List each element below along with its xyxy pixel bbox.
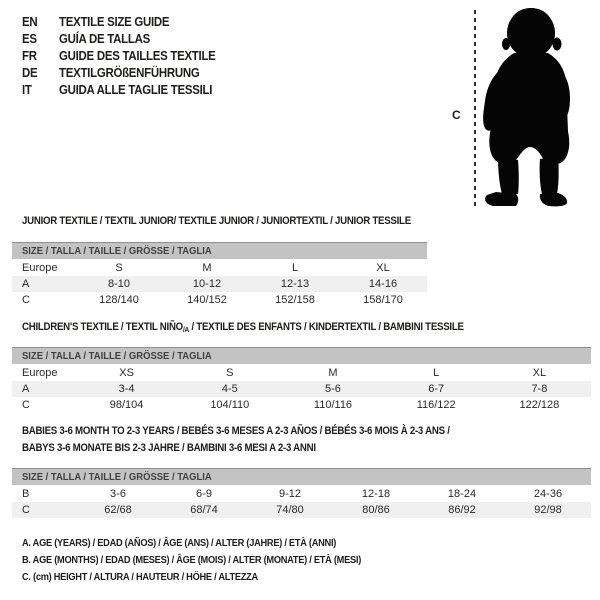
table-row-height — [12, 397, 591, 413]
height-cell: 98/104 — [109, 399, 144, 411]
height-cell: 92/98 — [534, 504, 562, 516]
table-row-europe — [12, 365, 591, 381]
height-measure-label: C — [452, 108, 461, 122]
age-cell: 4-5 — [221, 383, 238, 395]
lang-code: DE — [22, 65, 38, 80]
table-row-height — [12, 502, 591, 518]
size-header-band — [12, 468, 591, 485]
age-cell: 6-7 — [428, 383, 445, 395]
language-title-list — [22, 13, 237, 98]
height-cell: 104/110 — [210, 399, 250, 411]
height-cell: 128/140 — [99, 294, 139, 306]
months-cell: 9-12 — [278, 488, 302, 500]
table-row-age — [12, 276, 427, 292]
height-cell: 122/128 — [519, 399, 560, 411]
row-label: B — [22, 488, 30, 500]
row-label: Europe — [22, 262, 58, 274]
size-header-band — [12, 347, 591, 364]
lang-code: ES — [22, 31, 37, 46]
babies-table-title-line1: BABIES 3-6 MONTH TO 2-3 YEARS / BEBÉS 3-6 MESES A 2-3 AÑOS / BÉBÉS 3-6 MOIS À 2-3 ANS / — [22, 425, 450, 437]
age-cell: 14-16 — [368, 278, 398, 290]
height-cell: 80/86 — [362, 504, 390, 516]
height-cell: 86/92 — [448, 504, 476, 516]
size-header-label: SIZE / TALLA / TAILLE / GRÖSSE / TAGLIA — [22, 471, 212, 483]
table-row-months — [12, 486, 591, 502]
lang-title: GUÍA DE TALLAS — [59, 31, 150, 46]
age-cell: 7-8 — [531, 383, 548, 395]
children-title-sub: /A — [182, 325, 190, 334]
lang-row-de — [22, 64, 237, 81]
age-cell: 3-4 — [118, 383, 135, 395]
size-cell: M — [202, 262, 212, 274]
junior-table-title: JUNIOR TEXTILE / TEXTIL JUNIOR/ TEXTILE JUNIOR / JUNIORTEXTIL / JUNIOR TESSILE — [22, 215, 411, 227]
months-cell: 18-24 — [447, 488, 477, 500]
footnote-height-cm: C. (cm) HEIGHT / ALTURA / HAUTEUR / HÖHE / ALTEZZA — [22, 571, 258, 583]
size-cell: L — [433, 367, 440, 379]
lang-code: IT — [22, 82, 32, 97]
size-cell: L — [291, 262, 299, 274]
size-header-label: SIZE / TALLA / TAILLE / GRÖSSE / TAGLIA — [22, 350, 212, 362]
junior-size-table — [12, 242, 427, 308]
height-cell: 158/170 — [363, 294, 403, 306]
months-cell: 3-6 — [110, 488, 126, 500]
height-measure-dashed-line — [474, 10, 476, 207]
row-label: C — [22, 504, 30, 516]
lang-title: TEXTILE SIZE GUIDE — [59, 14, 170, 29]
footnote-age-years: A. AGE (YEARS) / EDAD (AÑOS) / ÂGE (ANS) / ALTER (JAHRE) / ETÀ (ANNI) — [22, 537, 337, 549]
age-cell: 10-12 — [192, 278, 222, 290]
size-cell: XL — [532, 367, 547, 379]
row-label: Europe — [22, 367, 58, 379]
size-cell: M — [328, 367, 338, 379]
row-label: C — [22, 399, 30, 411]
row-label: C — [22, 294, 30, 306]
size-cell: XS — [119, 367, 134, 379]
lang-title: TEXTILGRÖßENFÜHRUNG — [59, 65, 200, 80]
children-title-pre: CHILDREN'S TEXTILE / TEXTIL NIÑO — [22, 321, 183, 333]
height-cell: 110/116 — [313, 399, 353, 411]
lang-title: GUIDA ALLE TAGLIE TESSILI — [59, 82, 213, 97]
height-cell: 74/80 — [276, 504, 304, 516]
age-cell: 12-13 — [280, 278, 310, 290]
size-cell: XL — [376, 262, 390, 274]
table-row-age — [12, 381, 591, 397]
lang-row-fr — [22, 47, 237, 64]
children-size-table — [12, 347, 591, 413]
row-label: A — [22, 383, 30, 395]
size-header-label: SIZE / TALLA / TAILLE / GRÖSSE / TAGLIA — [22, 245, 212, 257]
height-cell: 140/152 — [187, 294, 227, 306]
table-row-europe — [12, 260, 427, 276]
age-cell: 5-6 — [325, 383, 341, 395]
size-cell: S — [115, 262, 123, 274]
table-row-height — [12, 292, 427, 308]
months-cell: 24-36 — [533, 488, 563, 500]
toddler-silhouette — [478, 6, 570, 208]
height-cell: 152/158 — [275, 294, 315, 306]
height-cell: 68/74 — [190, 504, 218, 516]
months-cell: 6-9 — [196, 488, 212, 500]
age-cell: 8-10 — [107, 278, 131, 290]
lang-title: GUIDE DES TAILLES TEXTILE — [59, 48, 216, 63]
babies-table-title-line2: BABYS 3-6 MONATE BIS 2-3 JAHRE / BAMBINI 3-6 MESI A 2-3 ANNI — [22, 442, 316, 454]
babies-size-table — [12, 468, 591, 518]
children-table-title — [22, 321, 464, 334]
lang-code: FR — [22, 48, 37, 63]
size-cell: S — [226, 367, 234, 379]
height-cell: 62/68 — [104, 504, 132, 516]
months-cell: 12-18 — [361, 488, 391, 500]
children-title-post: / TEXTILE DES ENFANTS / KINDERTEXTIL / BAMBINI TESSILE — [189, 321, 464, 333]
lang-row-en — [22, 13, 237, 30]
footnote-age-months: B. AGE (MONTHS) / EDAD (MESES) / ÂGE (MOIS) / ALTER (MONATE) / ETÀ (MESI) — [22, 554, 362, 566]
lang-code: EN — [22, 14, 38, 29]
lang-row-es — [22, 30, 237, 47]
size-header-band — [12, 242, 427, 259]
height-cell: 116/122 — [416, 399, 456, 411]
row-label: A — [22, 278, 30, 290]
lang-row-it — [22, 81, 237, 98]
